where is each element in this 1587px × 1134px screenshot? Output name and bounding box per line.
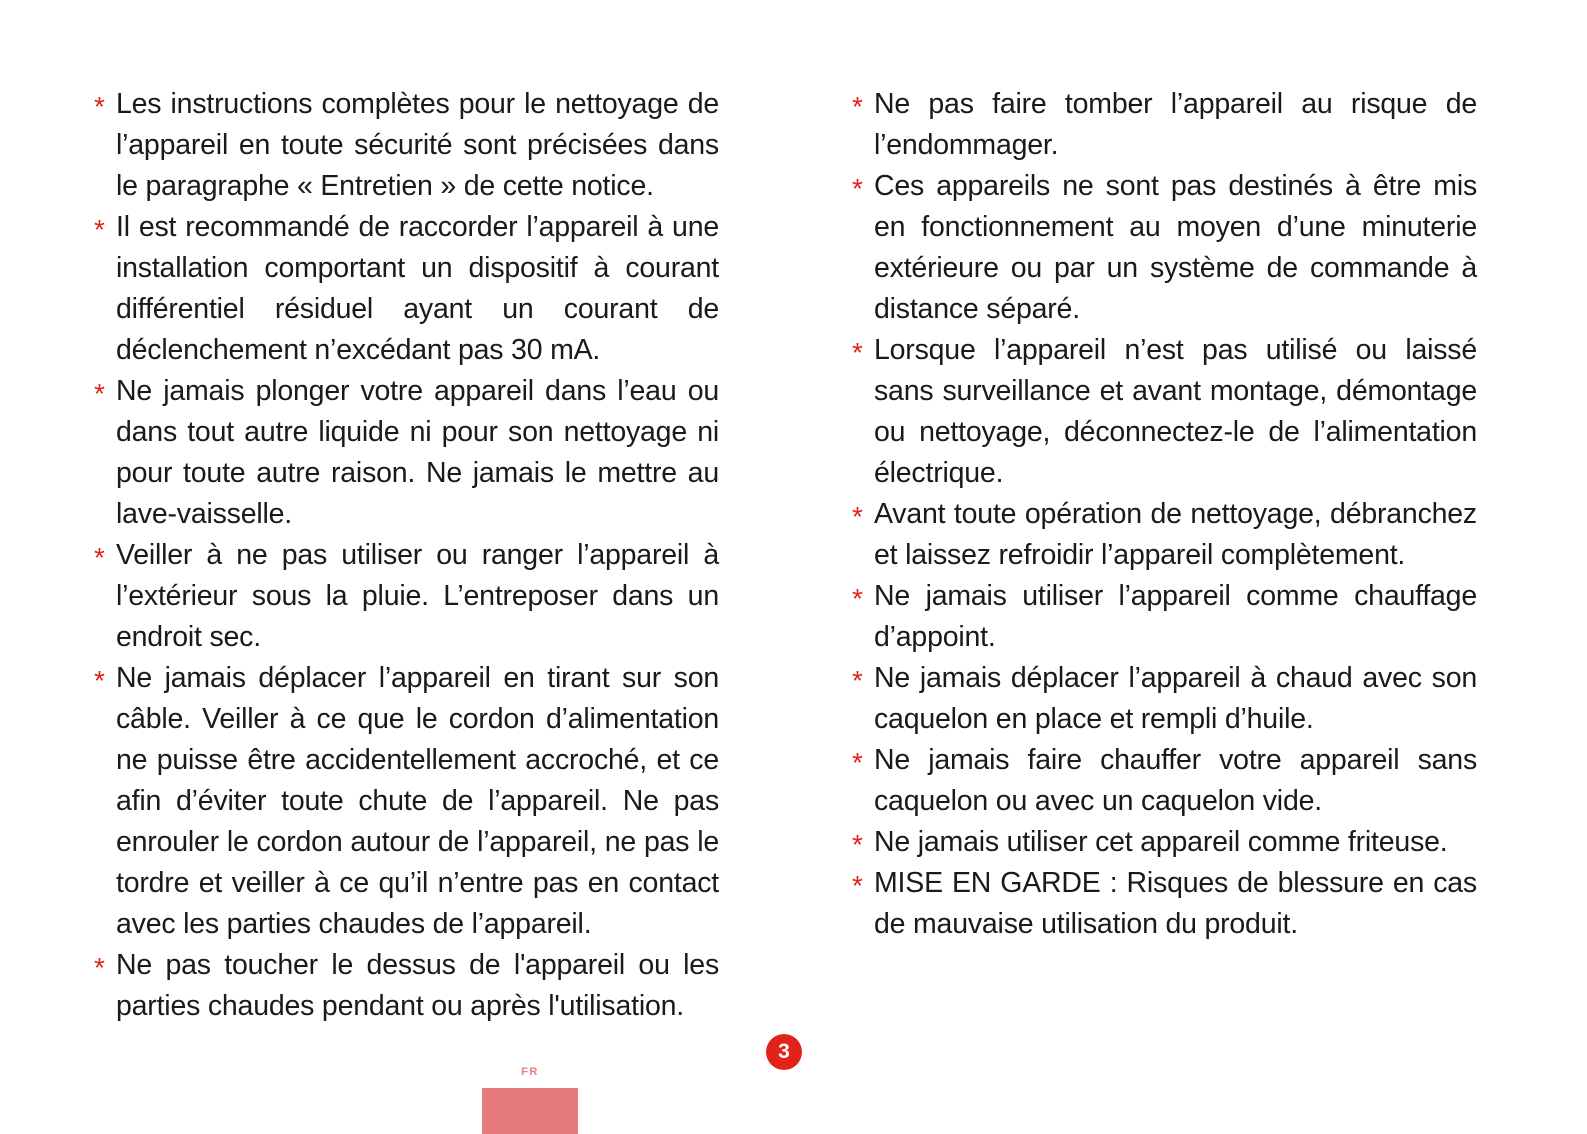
language-tab bbox=[482, 1088, 578, 1134]
left-column bbox=[94, 84, 719, 1027]
asterisk-bullet-icon: * bbox=[852, 173, 863, 204]
list-item bbox=[852, 84, 1477, 166]
asterisk-bullet-icon: * bbox=[852, 665, 863, 696]
list-item bbox=[852, 863, 1477, 945]
list-item-text: Veiller à ne pas utiliser ou ranger l’appareil à l’extérieur sous la pluie. L’entreposer dans un endroit sec. bbox=[116, 539, 719, 653]
list-item-text: Ne jamais plonger votre appareil dans l’eau ou dans tout autre liquide ni pour son nettoyage ni pour toute autre raison. Ne jamais le mettre au lave-vaisselle. bbox=[116, 375, 719, 530]
list-item-text: Lorsque l’appareil n’est pas utilisé ou laissé sans surveillance et avant montage, démontage ou nettoyage, déconnectez-le de l’alimentation électrique. bbox=[874, 334, 1477, 489]
language-label: FR bbox=[521, 1066, 539, 1078]
list-item-text: Ne pas faire tomber l’appareil au risque de l’endommager. bbox=[874, 88, 1477, 161]
list-item-text: Ces appareils ne sont pas destinés à être mis en fonctionnement au moyen d’une minuterie extérieure ou par un système de commande à distance séparé. bbox=[874, 170, 1477, 325]
list-item bbox=[94, 945, 719, 1027]
list-item bbox=[94, 84, 719, 207]
list-item bbox=[852, 330, 1477, 494]
asterisk-bullet-icon: * bbox=[852, 747, 863, 778]
asterisk-bullet-icon: * bbox=[94, 91, 105, 122]
list-item-text: MISE EN GARDE : Risques de blessure en cas de mauvaise utilisation du produit. bbox=[874, 867, 1477, 940]
list-item-text: Avant toute opération de nettoyage, débranchez et laissez refroidir l’appareil complètement. bbox=[874, 498, 1477, 571]
asterisk-bullet-icon: * bbox=[94, 214, 105, 245]
asterisk-bullet-icon: * bbox=[852, 829, 863, 860]
asterisk-bullet-icon: * bbox=[94, 542, 105, 573]
list-item-text: Les instructions complètes pour le nettoyage de l’appareil en toute sécurité sont précisées dans le paragraphe « Entretien » de cette notice. bbox=[116, 88, 719, 202]
list-item bbox=[852, 740, 1477, 822]
list-item bbox=[852, 494, 1477, 576]
asterisk-bullet-icon: * bbox=[94, 952, 105, 983]
list-item-text: Ne jamais déplacer l’appareil en tirant sur son câble. Veiller à ce que le cordon d’alimentation ne puisse être accidentellement accroché, et ce afin d’éviter toute chute de l’appareil. Ne pas enrouler le cordon autour de l’appareil, ne pas le tordre et veiller à ce qu’il n’entre pas en contact avec les parties chaudes de l’appareil. bbox=[116, 662, 719, 940]
list-item bbox=[852, 658, 1477, 740]
list-item bbox=[94, 371, 719, 535]
list-item-text: Ne jamais faire chauffer votre appareil sans caquelon ou avec un caquelon vide. bbox=[874, 744, 1477, 817]
asterisk-bullet-icon: * bbox=[94, 378, 105, 409]
asterisk-bullet-icon: * bbox=[94, 665, 105, 696]
list-item bbox=[852, 166, 1477, 330]
list-item-text: Ne pas toucher le dessus de l'appareil ou les parties chaudes pendant ou après l'utilisation. bbox=[116, 949, 719, 1022]
list-item bbox=[852, 822, 1477, 863]
list-item bbox=[94, 207, 719, 371]
list-item-text: Ne jamais déplacer l’appareil à chaud avec son caquelon en place et rempli d’huile. bbox=[874, 662, 1477, 735]
list-item bbox=[94, 535, 719, 658]
list-item-text: Ne jamais utiliser l’appareil comme chauffage d’appoint. bbox=[874, 580, 1477, 653]
asterisk-bullet-icon: * bbox=[852, 870, 863, 901]
asterisk-bullet-icon: * bbox=[852, 91, 863, 122]
page-number-badge: 3 bbox=[766, 1034, 802, 1070]
list-item-text: Il est recommandé de raccorder l’appareil à une installation comportant un dispositif à courant différentiel résiduel ayant un courant de déclenchement n’excédant pas 30 mA. bbox=[116, 211, 719, 366]
asterisk-bullet-icon: * bbox=[852, 337, 863, 368]
asterisk-bullet-icon: * bbox=[852, 583, 863, 614]
list-item-text: Ne jamais utiliser cet appareil comme friteuse. bbox=[874, 826, 1448, 858]
right-column bbox=[852, 84, 1477, 945]
asterisk-bullet-icon: * bbox=[852, 501, 863, 532]
list-item bbox=[852, 576, 1477, 658]
list-item bbox=[94, 658, 719, 945]
